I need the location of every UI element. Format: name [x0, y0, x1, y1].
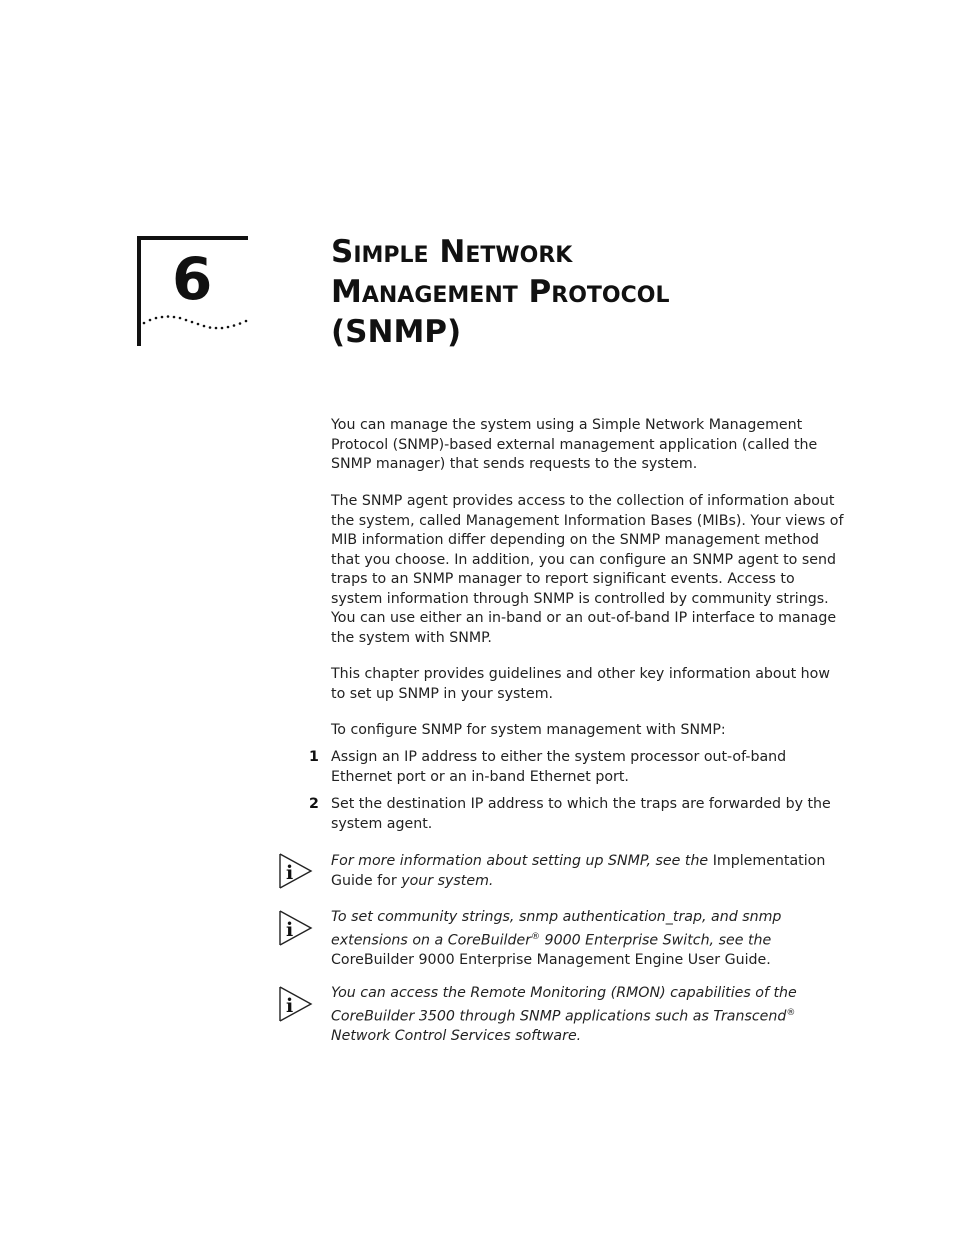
step-number-2: 2 — [309, 796, 319, 812]
dotted-wave-decoration — [141, 310, 253, 334]
chapter-title-line-3: (SNMP) — [331, 314, 462, 350]
svg-text:i: i — [286, 862, 294, 884]
note-2-book-title: CoreBuilder 9000 Enterprise Management Engine User Guide — [331, 951, 767, 968]
intro-paragraph: You can manage the system using a Simple Network Management Protocol (SNMP)-based external management application (called the SNMP manager) that sends requests to the system. — [331, 417, 818, 472]
chapter-title — [331, 232, 891, 352]
step-1-text: Assign an IP address to either the system processor out-of-band Ethernet port or an in-band Ethernet port. — [331, 749, 787, 785]
chapter-number: 6 — [172, 245, 213, 313]
note-3-text-end: Network Control Services software. — [331, 1027, 582, 1044]
configure-intro-paragraph: To configure SNMP for system management with SNMP: — [331, 722, 726, 738]
note-3-registered-mark: ® — [786, 1007, 796, 1018]
snmp-agent-paragraph: The SNMP agent provides access to the collection of information about the system, called Management Information Bases (MIBs). Your views of MIB information differ depending on the SNMP management method that you choose. In addition, you can configure an SNMP agent to send traps to an SNMP manager to report significant events. Access to system information through SNMP is controlled by community strings. You can use either an in-band or an out-of-band IP interface to manage the system with SNMP. — [331, 493, 844, 646]
step-number-1: 1 — [309, 749, 319, 765]
note-setup-snmp — [331, 852, 846, 891]
chapter-frame-top-bar — [137, 236, 248, 240]
info-i-icon — [278, 985, 314, 1023]
chapter-overview-paragraph: This chapter provides guidelines and other key information about how to set up SNMP in your system. — [331, 666, 830, 702]
chapter-title-line-2: Management Protocol — [331, 274, 670, 310]
note-3-text: You can access the Remote Monitoring (RMON) capabilities of the CoreBuilder 3500 through SNMP applications such as Transcend — [331, 985, 797, 1025]
note-1-italic-end: your system. — [401, 872, 494, 889]
note-community-strings — [331, 908, 846, 970]
info-i-icon — [278, 909, 314, 947]
svg-text:i: i — [286, 919, 294, 941]
note-2-registered-mark: ® — [531, 931, 541, 942]
note-1-italic-text: For more information about setting up SNMP, see the — [331, 853, 709, 869]
step-2-text: Set the destination IP address to which the traps are forwarded by the system agent. — [331, 796, 831, 832]
svg-text:i: i — [286, 995, 294, 1017]
note-2-italic-cont: 9000 Enterprise Switch, see the — [544, 932, 772, 949]
note-2-italic-text: To set community strings, snmp authentication_trap, and snmp extensions on a CoreBuilder — [331, 909, 782, 949]
note-rmon — [331, 984, 846, 1046]
note-2-period: . — [766, 951, 771, 968]
chapter-title-line-1: Simple Network — [331, 234, 573, 270]
info-i-icon — [278, 852, 314, 890]
note-1-book-title: Implementation Guide for — [331, 853, 826, 889]
